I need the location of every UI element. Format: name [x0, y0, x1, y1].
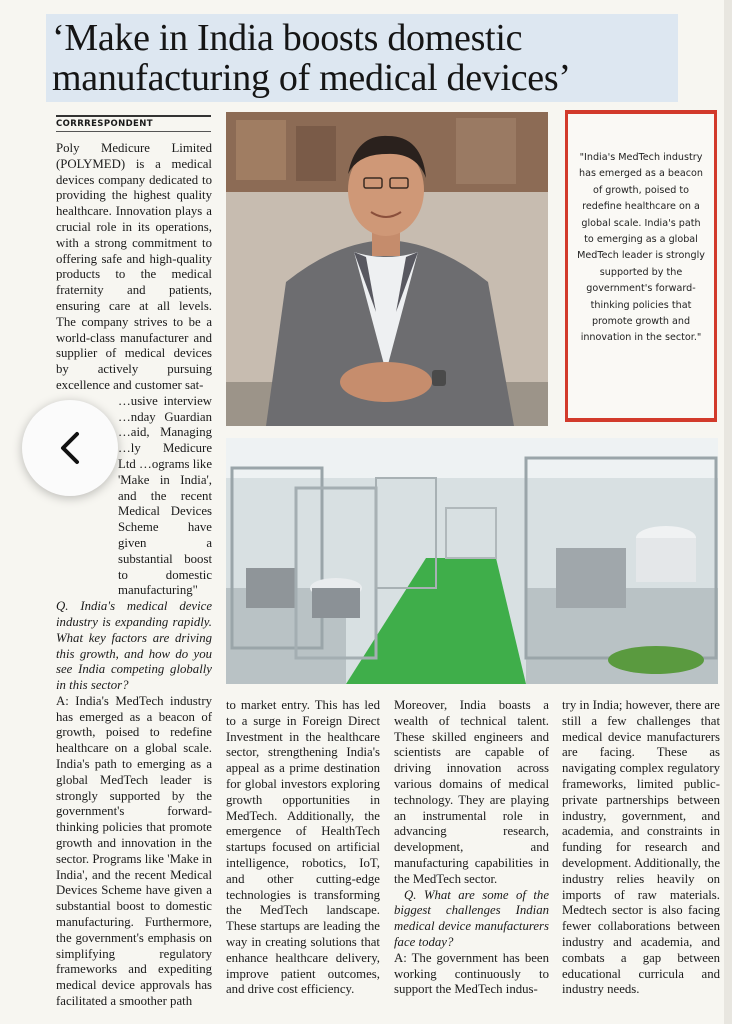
byline: CORRRESPONDENT	[56, 115, 211, 132]
headline-line-1: ‘Make in India boosts domestic	[52, 17, 523, 59]
portrait-illustration	[226, 112, 548, 426]
back-button[interactable]	[22, 400, 118, 496]
answer-1: A: India's MedTech industry has emerged as a beacon of growth, poised to redefine healthcare on a global scale. India's path to emerging as a global MedTech leader is strongly supported by the government's forward-thinking policies that promote growth and innovation in the sector. Programs like 'Make in India', and the recent Medical Devices Scheme have given a substantial boost to domestic manufacturing. Furthermore, the government's emphasis on simplifying regulatory frameworks and expediting medical device approvals has facilitated a smoother path	[56, 693, 212, 1009]
column-3-paragraph: Moreover, India boasts a wealth of technical talent. These skilled engineers and scientists are capable of driving innovation across various domains of medical technology. They are playing an instrumental role in advancing research, development, and manufacturing capabilities in the MedTech sector.	[394, 698, 549, 886]
article-column-2	[226, 698, 380, 998]
question-2: Q. What are some of the biggest challenges Indian medical device manufacturers face today?	[394, 887, 549, 949]
chevron-left-icon	[55, 428, 85, 468]
headline-block	[46, 14, 678, 102]
interview-intro: …usive interview …nday Guardian …aid, Managing …ly Medicure Ltd …ograms like 'Make in India', and the recent Medical Devices Scheme have given a substantial boost to domestic manufacturing"	[118, 393, 212, 598]
question-1: Q. India's medical device industry is expanding rapidly. What key factors are driving this growth, and how do you see India competing globally in this sector?	[56, 599, 212, 693]
intro-paragraph: Poly Medicure Limited (POLYMED) is a medical devices company dedicated to providing the highest quality healthcare. Innovation plays a crucial role in its operations, with a strong commitment to offering safe and high-quality products to the medical fraternity and patients, ensuring care at all levels. The company strives to be a world-class manufacturer and supplier of medical devices by actively pursuing excellence and customer sat-	[56, 141, 212, 392]
column-2-text: to market entry. This has led to a surge in Foreign Direct Investment in the healthcare sector, strengthening India's appeal as a prime destination for global investors exploring growth opportunities in MedTech. Additionally, the emergence of HealthTech startups focused on artificial intelligence, robotics, IoT, and other cutting-edge technologies is transforming the MedTech landscape. These startups are leading the way in creating solutions that enhance healthcare delivery, improve patient outcomes, and drive cost efficiency.	[226, 698, 380, 997]
article-column-3	[394, 698, 549, 998]
answer-2: A: The government has been working continuously to support the MedTech indus-	[394, 950, 549, 997]
pull-quote-text: "India's MedTech industry has emerged as a beacon of growth, poised to redefine healthcare on a global scale. India's path to emerging as a global MedTech leader is strongly supported by the government's forward-thinking policies that promote growth and innovation in the sector."	[577, 152, 705, 344]
factory-illustration	[226, 438, 718, 684]
page-edge	[724, 0, 732, 1024]
column-4-text: try in India; however, there are still a few challenges that medical device manufacturers are facing. These as navigating complex regulatory frameworks, limited public-private partnerships between industry, government, and academia, and constraints in funding for research and development. Additionally, the industry relies heavily on imports of raw materials. Medtech sector is also facing fewer collaborations between industry and academia, and combats a gap between educational curricula and industry needs.	[562, 698, 720, 997]
article-column-4	[562, 698, 720, 998]
headline	[46, 14, 678, 98]
portrait-photo	[226, 112, 548, 426]
factory-photo	[226, 438, 718, 684]
headline-line-2: manufacturing of medical devices’	[52, 57, 571, 99]
pull-quote-box	[565, 110, 717, 422]
article-column-1	[56, 141, 212, 1010]
